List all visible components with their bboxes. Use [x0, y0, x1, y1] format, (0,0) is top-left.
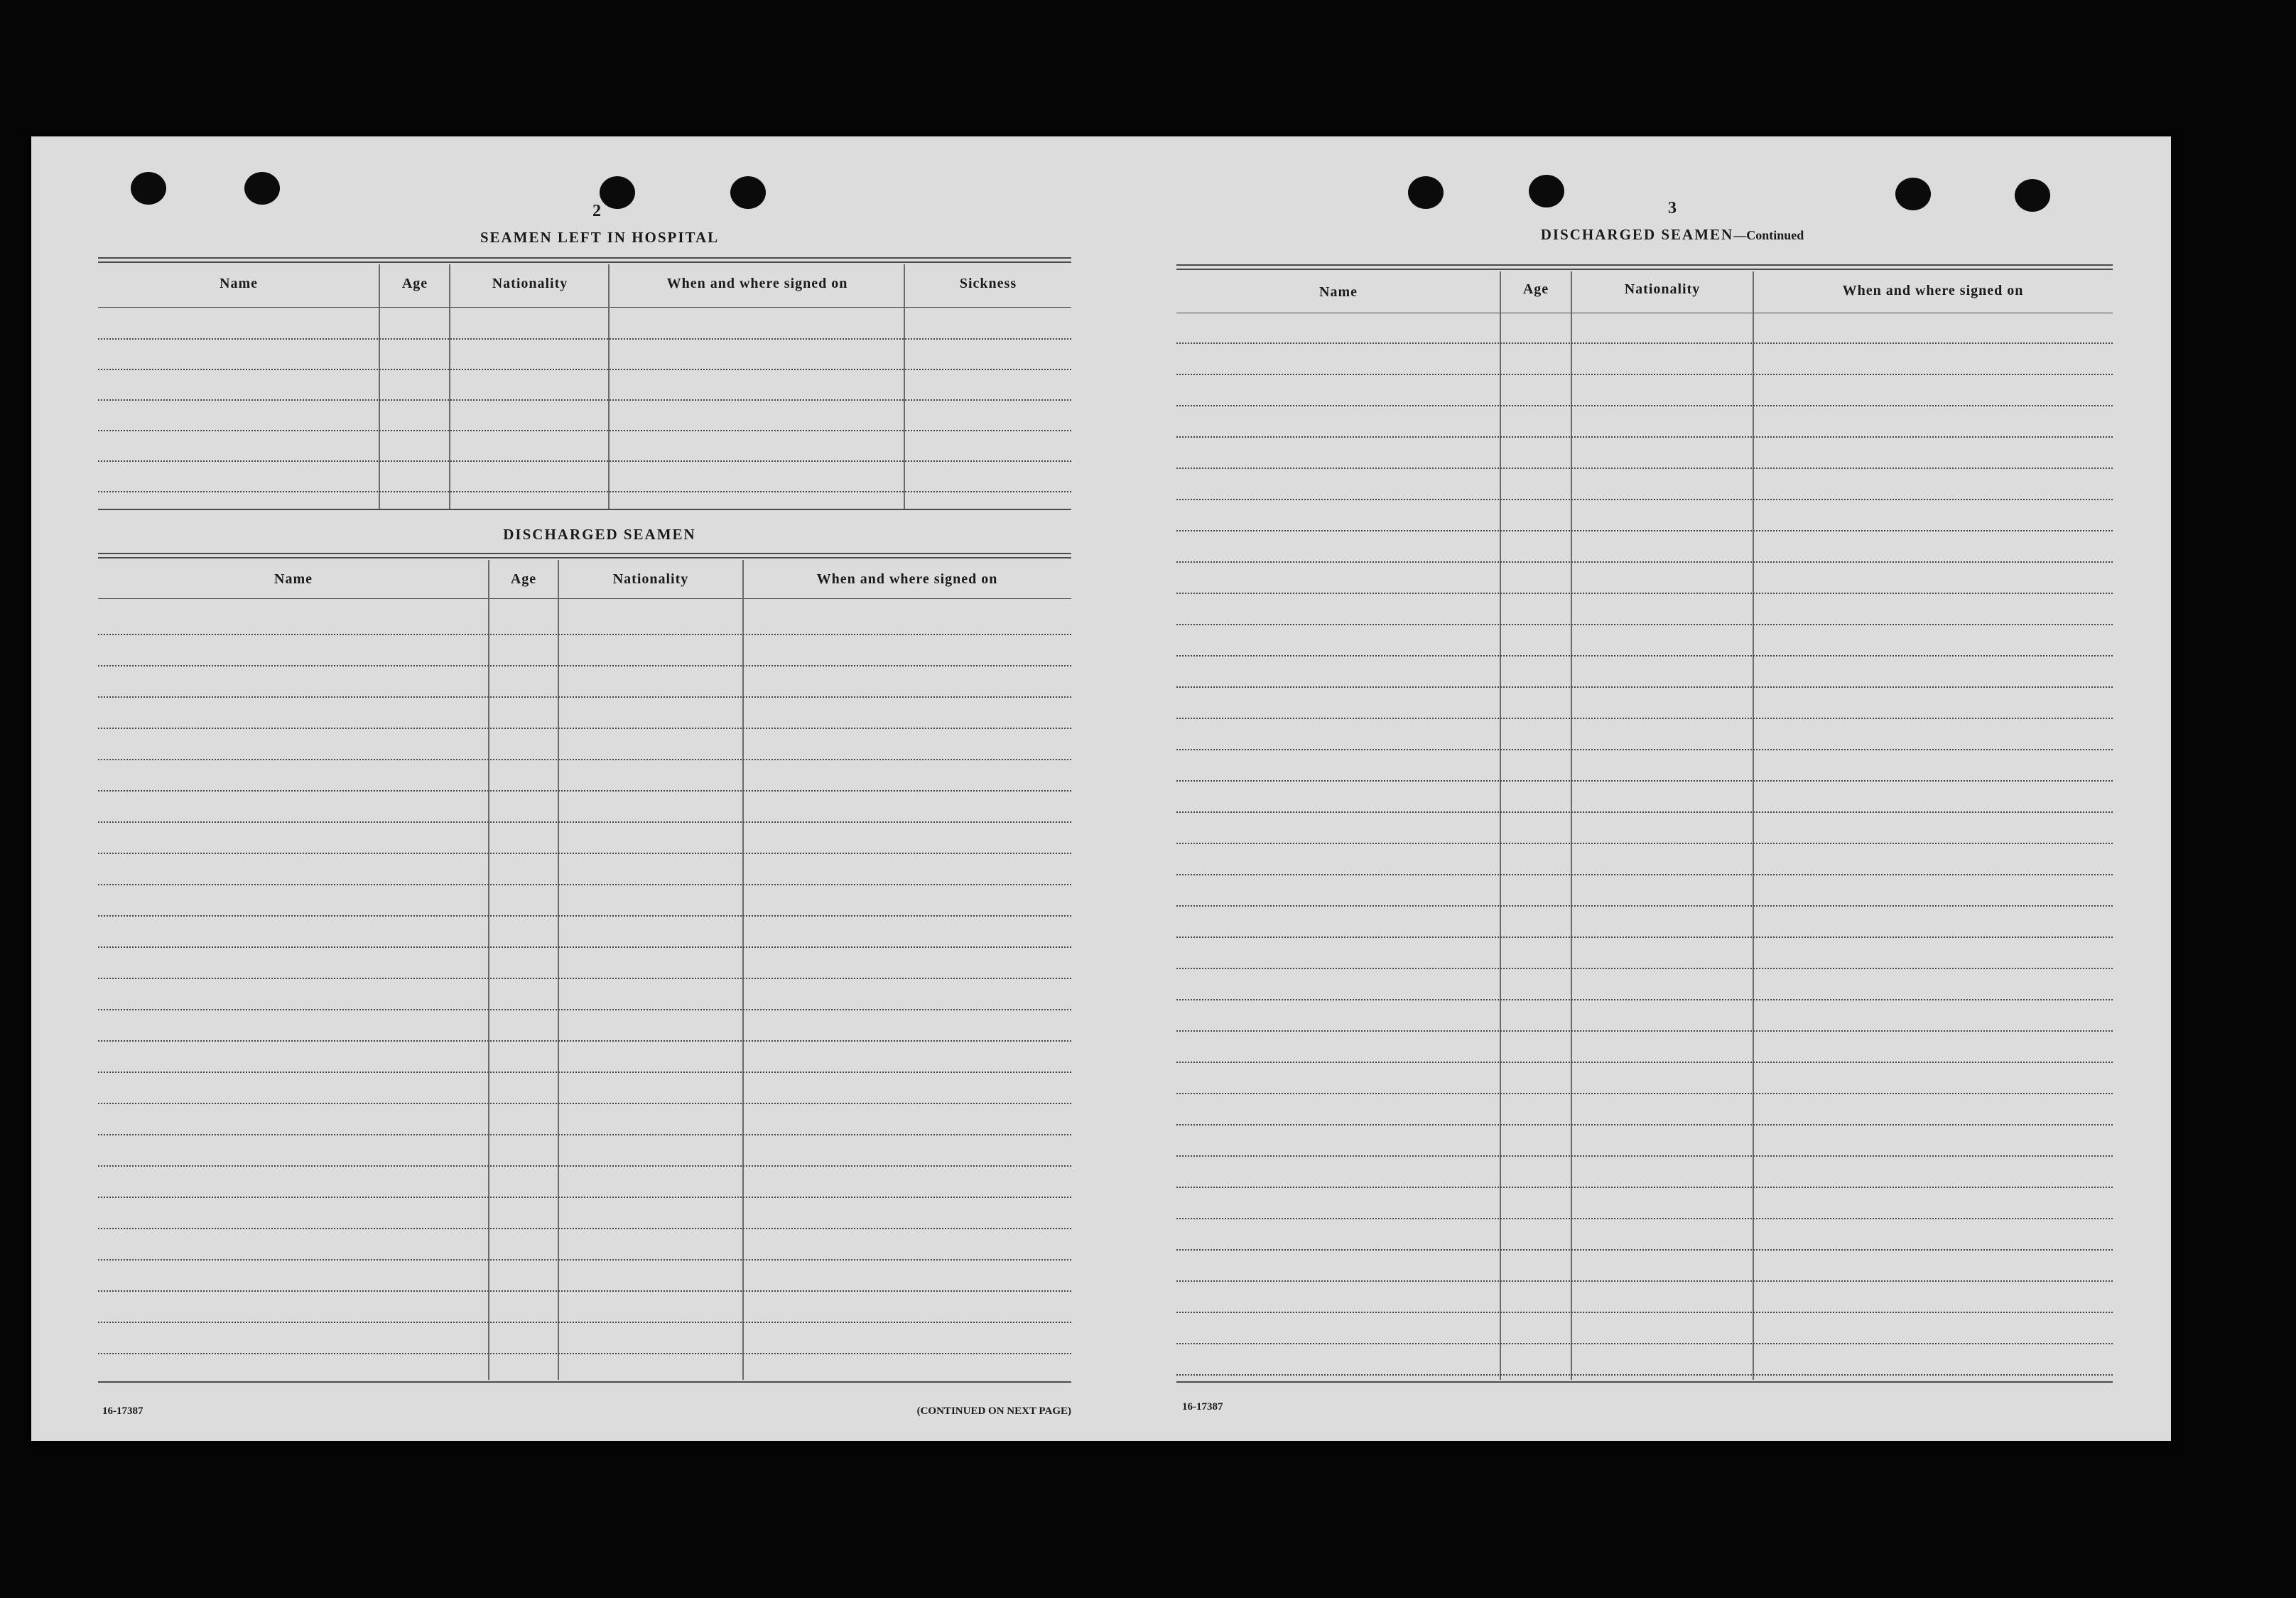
table-row-line	[1176, 1093, 2113, 1094]
table-row-line	[98, 1353, 1071, 1354]
table-row-line	[1176, 749, 2113, 750]
table-row-line	[1176, 1155, 2113, 1157]
table-row-line	[1176, 1187, 2113, 1188]
punch-hole	[1529, 175, 1564, 207]
table-row-line	[1176, 936, 2113, 938]
table-row-line	[98, 1290, 1071, 1292]
col-header-sickness: Sickness	[959, 276, 1017, 291]
punch-hole	[244, 172, 280, 205]
col-header-signed-on: When and where signed on	[666, 276, 848, 291]
punch-hole	[1895, 178, 1931, 210]
col-header-nationality: Nationality	[612, 571, 689, 587]
table-row-line	[98, 665, 1071, 666]
col-header-name: Name	[220, 276, 258, 291]
col-header-nationality: Nationality	[492, 276, 568, 291]
table-row-line	[1176, 374, 2113, 375]
table-row-line	[1176, 405, 2113, 406]
table-row-line	[98, 1071, 1071, 1073]
col-header-signed-on: When and where signed on	[816, 571, 998, 587]
table-row-line	[98, 399, 1071, 401]
hospital-table-top-rule	[98, 257, 1071, 259]
table-row-line	[1176, 1030, 2113, 1032]
table-row-line	[98, 1009, 1071, 1010]
discharged-continued-title	[1367, 226, 1978, 244]
table-row-line	[1176, 686, 2113, 688]
table-row-line	[98, 338, 1071, 340]
continued-note: (CONTINUED ON NEXT PAGE)	[916, 1405, 1071, 1417]
table-row-line	[1176, 561, 2113, 563]
table-row-line	[98, 884, 1071, 885]
punch-hole	[1408, 176, 1444, 209]
punch-hole	[2015, 179, 2050, 212]
discharged-table-top-rule	[98, 553, 1071, 554]
page-number-left: 2	[592, 202, 601, 220]
table-row-line	[98, 1040, 1071, 1042]
hospital-table-bottom-rule	[98, 509, 1071, 510]
table-row-line	[1176, 655, 2113, 657]
table-row-line	[98, 1103, 1071, 1104]
table-row-line	[98, 430, 1071, 431]
table-row-line	[1176, 1218, 2113, 1219]
page-number-right: 3	[1668, 199, 1677, 217]
table-row-line	[1176, 843, 2113, 844]
table-row-line	[1176, 780, 2113, 782]
table-row-line	[98, 1322, 1071, 1323]
form-number-right: 16-17387	[1182, 1401, 1223, 1413]
table-row-line	[98, 1197, 1071, 1198]
table-row-line	[1176, 342, 2113, 344]
col-header-name: Name	[1319, 284, 1358, 300]
table-row-line	[1176, 1124, 2113, 1125]
right-table-bottom-rule	[1176, 1381, 2113, 1383]
discharged-continued-title-suffix: —Continued	[1733, 228, 1804, 242]
table-row-line	[1176, 624, 2113, 625]
discharged-continued-title-main: DISCHARGED SEAMEN	[1540, 226, 1734, 243]
punch-hole	[730, 176, 766, 209]
discharged-section-title: DISCHARGED SEAMEN	[503, 526, 696, 543]
table-row-line	[1176, 1312, 2113, 1313]
col-header-age: Age	[401, 276, 428, 291]
table-row-line	[1176, 1062, 2113, 1063]
table-row-line	[98, 821, 1071, 823]
table-row-line	[98, 1134, 1071, 1135]
hospital-section-title: SEAMEN LEFT IN HOSPITAL	[480, 229, 720, 246]
table-row-line	[98, 853, 1071, 854]
table-row-line	[98, 369, 1071, 370]
table-row-line	[98, 696, 1071, 698]
table-row-line	[1176, 1249, 2113, 1251]
col-header-nationality: Nationality	[1624, 281, 1701, 297]
right-table-top-rule	[1176, 264, 2113, 266]
table-row-line	[1176, 718, 2113, 719]
table-row-line	[98, 759, 1071, 760]
table-row-line	[1176, 436, 2113, 438]
table-row-line	[98, 491, 1071, 492]
table-row-line	[1176, 1280, 2113, 1282]
table-row-line	[98, 790, 1071, 792]
table-row-line	[1176, 499, 2113, 500]
punch-hole	[131, 172, 166, 205]
table-row-line	[1176, 1374, 2113, 1376]
table-row-line	[98, 915, 1071, 917]
table-row-line	[1176, 1343, 2113, 1344]
table-row-line	[98, 1165, 1071, 1167]
table-row-line	[98, 634, 1071, 635]
table-row-line	[98, 728, 1071, 729]
col-header-name: Name	[274, 571, 313, 587]
col-header-age: Age	[1522, 281, 1549, 297]
table-row-line	[1176, 999, 2113, 1000]
table-row-line	[98, 460, 1071, 462]
col-header-age: Age	[510, 571, 537, 587]
table-row-line	[98, 1259, 1071, 1260]
table-row-line	[98, 978, 1071, 979]
table-row-line	[1176, 874, 2113, 875]
hospital-header-rule	[98, 307, 1071, 308]
discharged-header-rule	[98, 598, 1071, 599]
table-row-line	[1176, 968, 2113, 969]
table-row-line	[1176, 811, 2113, 813]
table-row-line	[98, 946, 1071, 948]
form-number-left: 16-17387	[102, 1405, 144, 1417]
discharged-table-bottom-rule	[98, 1381, 1071, 1383]
document-sheet	[31, 136, 2171, 1441]
table-row-line	[98, 1228, 1071, 1229]
col-header-signed-on: When and where signed on	[1842, 283, 2024, 298]
table-row-line	[1176, 593, 2113, 594]
table-row-line	[1176, 530, 2113, 531]
table-row-line	[1176, 905, 2113, 907]
table-row-line	[1176, 468, 2113, 469]
